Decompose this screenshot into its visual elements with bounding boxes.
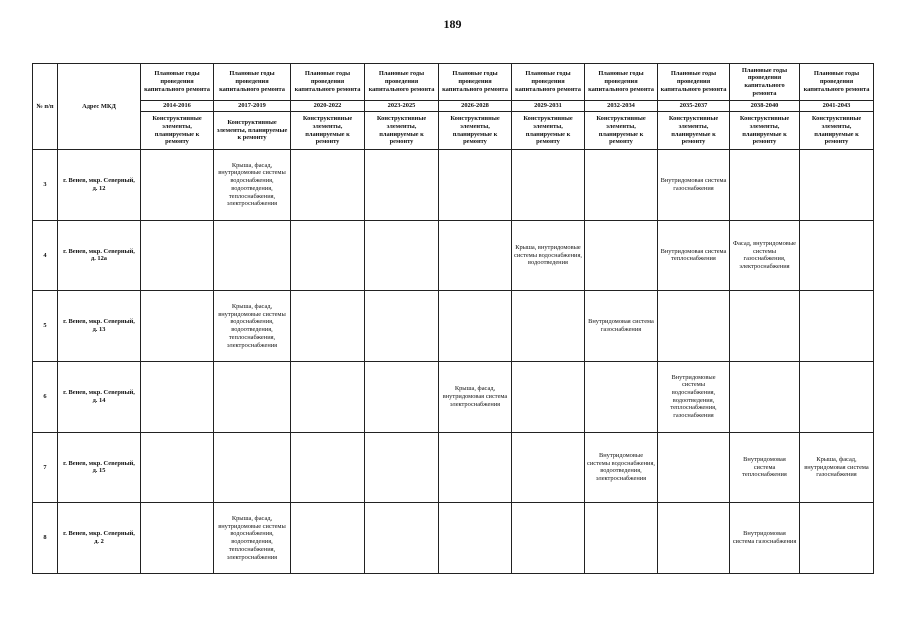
building-address: г. Венев, мкр. Северный, д. 14 xyxy=(58,361,141,432)
elements-subheader: Конструктивные элементы, планируемые к ремонту xyxy=(365,112,439,150)
period-title-header: Плановые годы проведения капитального ремонта xyxy=(214,64,291,101)
planned-works-cell xyxy=(439,503,512,574)
planned-works-cell: Внутридомовые системы водоснабжения, водоотведения, электроснабжения xyxy=(585,432,658,503)
period-title-header: Плановые годы проведения капитального ремонта xyxy=(585,64,658,101)
elements-subheader: Конструктивные элементы, планируемые к ремонту xyxy=(585,112,658,150)
period-years-header: 2041-2043 xyxy=(800,101,874,112)
planned-works-cell: Крыша, внутридомовые системы водоснабжения, водоотведения xyxy=(512,220,585,291)
table-row xyxy=(33,503,874,574)
planned-works-cell xyxy=(585,220,658,291)
planned-works-cell xyxy=(439,220,512,291)
planned-works-cell xyxy=(585,361,658,432)
planned-works-cell xyxy=(800,503,874,574)
planned-works-cell: Внутридомовая система теплоснабжения xyxy=(730,432,800,503)
planned-works-cell: Внутридомовая система газоснабжения xyxy=(585,291,658,362)
period-years-header: 2020-2022 xyxy=(291,101,365,112)
planned-works-cell xyxy=(439,150,512,221)
planned-works-cell: Фасад, внутридомовые системы газоснабжения, электроснабжения xyxy=(730,220,800,291)
planned-works-cell xyxy=(800,150,874,221)
planned-works-cell xyxy=(730,291,800,362)
row-number: 7 xyxy=(33,432,58,503)
planned-works-cell xyxy=(291,150,365,221)
building-address: г. Венев, мкр. Северный, д. 2 xyxy=(58,503,141,574)
planned-works-cell xyxy=(214,432,291,503)
planned-works-cell xyxy=(141,432,214,503)
planned-works-cell xyxy=(141,150,214,221)
period-years-header: 2017-2019 xyxy=(214,101,291,112)
elements-subheader: Конструктивные элементы, планируемые к ремонту xyxy=(214,112,291,150)
building-address: г. Венев, мкр. Северный, д. 13 xyxy=(58,291,141,362)
planned-works-cell: Крыша, фасад, внутридомовая система газоснабжения xyxy=(800,432,874,503)
planned-works-cell xyxy=(439,291,512,362)
period-title-header: Плановые годы проведения капитального ремонта xyxy=(365,64,439,101)
period-years-header: 2038-2040 xyxy=(730,101,800,112)
planned-works-cell: Крыша, фасад, внутридомовые системы водоснабжения, водоотведения, теплоснабжения, электроснабжения xyxy=(214,503,291,574)
planned-works-cell: Внутридомовая система газоснабжения xyxy=(730,503,800,574)
period-title-header: Плановые годы проведения капитального ремонта xyxy=(141,64,214,101)
planned-works-cell xyxy=(512,150,585,221)
planned-works-cell: Внутридомовые системы водоснабжения, водоотведения, теплоснабжения, газоснабжения xyxy=(658,361,730,432)
row-number: 8 xyxy=(33,503,58,574)
planned-works-cell xyxy=(730,150,800,221)
row-number: 6 xyxy=(33,361,58,432)
planned-works-cell xyxy=(439,432,512,503)
period-years-header: 2035-2037 xyxy=(658,101,730,112)
planned-works-cell xyxy=(365,220,439,291)
period-years-header: 2032-2034 xyxy=(585,101,658,112)
planned-works-cell: Внутридомовая система газоснабжения xyxy=(658,150,730,221)
table-row xyxy=(33,361,874,432)
planned-works-cell xyxy=(365,150,439,221)
planned-works-cell xyxy=(658,503,730,574)
planned-works-cell xyxy=(512,432,585,503)
num-column-header: № п/п xyxy=(33,64,58,150)
building-address: г. Венев, мкр. Северный, д. 12 xyxy=(58,150,141,221)
planned-works-cell xyxy=(214,220,291,291)
elements-subheader: Конструктивные элементы, планируемые к ремонту xyxy=(658,112,730,150)
planned-works-cell xyxy=(658,291,730,362)
elements-subheader: Конструктивные элементы, планируемые к ремонту xyxy=(439,112,512,150)
planned-works-cell xyxy=(512,291,585,362)
planned-works-cell xyxy=(365,361,439,432)
period-title-header: Плановые годы проведения капитального ремонта xyxy=(800,64,874,101)
planned-works-cell xyxy=(291,503,365,574)
table-row xyxy=(33,220,874,291)
planned-works-cell xyxy=(512,361,585,432)
elements-subheader: Конструктивные элементы, планируемые к ремонту xyxy=(291,112,365,150)
planned-works-cell xyxy=(291,361,365,432)
planned-works-cell xyxy=(585,150,658,221)
planned-works-cell xyxy=(800,220,874,291)
elements-subheader: Конструктивные элементы, планируемые к ремонту xyxy=(800,112,874,150)
page-number: 189 xyxy=(443,17,462,31)
repair-schedule-table xyxy=(32,63,874,574)
period-title-header: Плановые годы проведения капитального ремонта xyxy=(730,64,800,101)
period-years-header: 2014-2016 xyxy=(141,101,214,112)
planned-works-cell xyxy=(730,361,800,432)
table-row xyxy=(33,432,874,503)
planned-works-cell: Крыша, фасад, внутридомовые системы водоснабжения, водоотведения, теплоснабжения, электроснабжения xyxy=(214,291,291,362)
period-title-header: Плановые годы проведения капитального ремонта xyxy=(291,64,365,101)
period-title-header: Плановые годы проведения капитального ремонта xyxy=(512,64,585,101)
planned-works-cell xyxy=(214,361,291,432)
elements-subheader: Конструктивные элементы, планируемые к ремонту xyxy=(512,112,585,150)
building-address: г. Венев, мкр. Северный, д. 15 xyxy=(58,432,141,503)
row-number: 3 xyxy=(33,150,58,221)
planned-works-cell xyxy=(585,503,658,574)
planned-works-cell xyxy=(658,432,730,503)
table-row xyxy=(33,291,874,362)
planned-works-cell: Крыша, фасад, внутридомовые системы водоснабжения, водоотведения, теплоснабжения, электроснабжения xyxy=(214,150,291,221)
period-years-header: 2029-2031 xyxy=(512,101,585,112)
planned-works-cell xyxy=(291,220,365,291)
planned-works-cell xyxy=(800,291,874,362)
planned-works-cell xyxy=(141,361,214,432)
period-title-header: Плановые годы проведения капитального ремонта xyxy=(658,64,730,101)
planned-works-cell xyxy=(141,220,214,291)
planned-works-cell xyxy=(512,503,585,574)
planned-works-cell xyxy=(291,432,365,503)
planned-works-cell: Крыша, фасад, внутридомовая система электроснабжения xyxy=(439,361,512,432)
planned-works-cell xyxy=(365,503,439,574)
planned-works-cell xyxy=(141,291,214,362)
planned-works-cell xyxy=(365,432,439,503)
period-years-header: 2026-2028 xyxy=(439,101,512,112)
planned-works-cell xyxy=(800,361,874,432)
planned-works-cell xyxy=(291,291,365,362)
elements-subheader: Конструктивные элементы, планируемые к ремонту xyxy=(730,112,800,150)
planned-works-cell: Внутридомовая система теплоснабжения xyxy=(658,220,730,291)
planned-works-cell xyxy=(365,291,439,362)
address-column-header: Адрес МКД xyxy=(58,64,141,150)
row-number: 5 xyxy=(33,291,58,362)
period-title-header: Плановые годы проведения капитального ремонта xyxy=(439,64,512,101)
planned-works-cell xyxy=(141,503,214,574)
elements-subheader: Конструктивные элементы, планируемые к ремонту xyxy=(141,112,214,150)
row-number: 4 xyxy=(33,220,58,291)
table-row xyxy=(33,150,874,221)
period-years-header: 2023-2025 xyxy=(365,101,439,112)
building-address: г. Венев, мкр. Северный, д. 12а xyxy=(58,220,141,291)
